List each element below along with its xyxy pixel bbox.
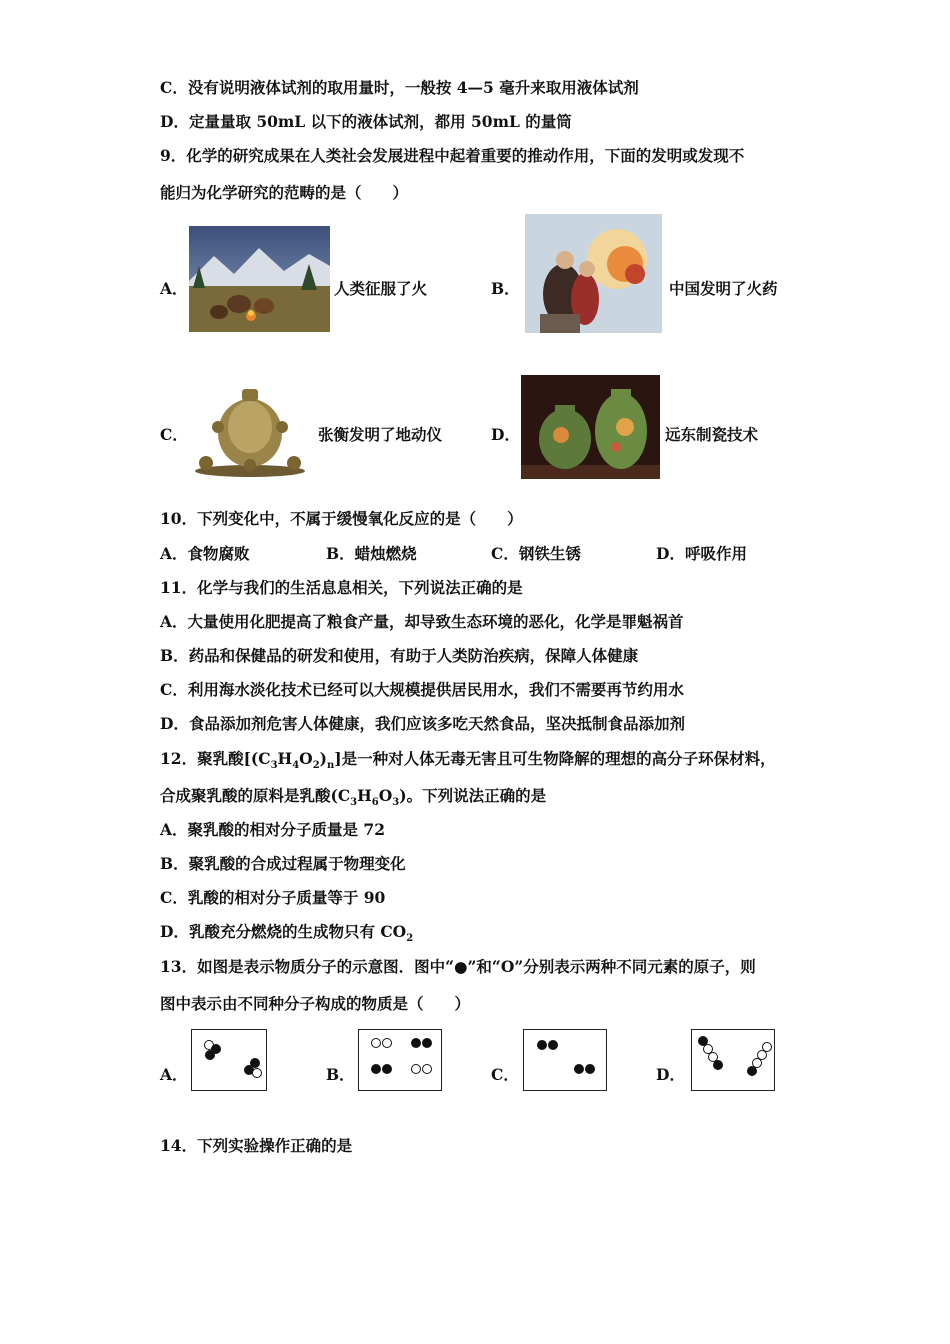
black-atom-icon (382, 1064, 392, 1074)
q10-option-c: C．钢铁生锈 (491, 544, 581, 563)
q14-stem: 14．下列实验操作正确的是 (160, 1136, 353, 1155)
q13-option-c-label: C． (491, 1065, 519, 1084)
q11-option-d: D．食品添加剂危害人体健康，我们应该多吃天然食品，坚决抵制食品添加剂 (160, 714, 685, 733)
fire-scene-image (189, 226, 330, 332)
q9-option-b-text: 中国发明了火药 (669, 279, 778, 298)
q9-option-b-label: B． (491, 279, 520, 298)
white-atom-icon (252, 1068, 262, 1078)
black-atom-icon (548, 1040, 558, 1050)
porcelain-vases-image (521, 375, 660, 479)
q9-option-d-label: D． (491, 425, 520, 444)
q9-option-c-label: C． (160, 425, 188, 444)
molecule-diagram-c (523, 1029, 607, 1091)
black-atom-icon (713, 1060, 723, 1070)
q13-stem-line1: 13．如图是表示物质分子的示意图．图中“●”和“O”分别表示两种不同元素的原子，则 (160, 957, 756, 976)
white-atom-icon (371, 1038, 381, 1048)
black-atom-icon (574, 1064, 584, 1074)
q12-option-a: A．聚乳酸的相对分子质量是 72 (160, 820, 385, 839)
q9-stem-line2: 能归为化学研究的范畴的是（ ） (160, 183, 409, 202)
q9-stem-line1: 9．化学的研究成果在人类社会发展进程中起着重要的推动作用，下面的发明或发现不 (160, 146, 745, 165)
q13-stem-line2: 图中表示由不同种分子构成的物质是（ ） (160, 994, 471, 1013)
q12-option-c: C．乳酸的相对分子质量等于 90 (160, 888, 386, 907)
q9-option-d-text: 远东制瓷技术 (665, 425, 759, 444)
q13-option-b-label: B． (326, 1065, 355, 1084)
black-atom-icon (205, 1050, 215, 1060)
q11-option-c: C．利用海水淡化技术已经可以大规模提供居民用水，我们不需要再节约用水 (160, 680, 684, 699)
white-atom-icon (382, 1038, 392, 1048)
seismograph-image (188, 383, 312, 479)
white-atom-icon (422, 1064, 432, 1074)
q11-option-b: B．药品和保健品的研发和使用，有助于人类防治疾病，保障人体健康 (160, 646, 639, 665)
black-atom-icon (747, 1066, 757, 1076)
black-atom-icon (371, 1064, 381, 1074)
q12-stem-line2: 合成聚乳酸的原料是乳酸$(C_3H_6O_3)$。下列说法正确的是 (160, 786, 547, 809)
black-atom-icon (537, 1040, 547, 1050)
gunpowder-scene-image (525, 214, 662, 333)
white-atom-icon (411, 1064, 421, 1074)
molecule-diagram-d (691, 1029, 775, 1091)
q13-option-a-label: A． (160, 1065, 188, 1084)
q11-stem: 11．化学与我们的生活息息相关，下列说法正确的是 (160, 578, 523, 597)
black-atom-icon (411, 1038, 421, 1048)
q10-option-d: D．呼吸作用 (656, 544, 747, 563)
q13-option-d-label: D． (656, 1065, 685, 1084)
molecule-diagram-b (358, 1029, 442, 1091)
q8-option-d: D．定量量取 50mL 以下的液体试剂，都用 50mL 的量筒 (160, 112, 572, 131)
q12-stem-line1: 12．聚乳酸$[(C_3H_4O_2)_n]$是一种对人体无毒无害且可生物降解的理想的高分子环保材料， (160, 749, 776, 772)
q10-option-a: A．食物腐败 (160, 544, 250, 563)
q8-option-c: C．没有说明液体试剂的取用量时，一般按 4—5 毫升来取用液体试剂 (160, 78, 639, 97)
q9-option-a-label: A． (160, 279, 188, 298)
q9-option-a-text: 人类征服了火 (334, 279, 428, 298)
q9-option-c-text: 张衡发明了地动仪 (318, 425, 443, 444)
q12-option-b: B．聚乳酸的合成过程属于物理变化 (160, 854, 406, 873)
black-atom-icon (585, 1064, 595, 1074)
q11-option-a: A．大量使用化肥提高了粮食产量，却导致生态环境的恶化，化学是罪魁祸首 (160, 612, 684, 631)
black-atom-icon (422, 1038, 432, 1048)
q10-stem: 10．下列变化中，不属于缓慢氧化反应的是（ ） (160, 509, 523, 528)
molecule-diagram-a (191, 1029, 267, 1091)
q10-option-b: B．蜡烛燃烧 (326, 544, 417, 563)
q12-option-d: D．乳酸充分燃烧的生成物只有 $CO_2$ (160, 922, 414, 945)
